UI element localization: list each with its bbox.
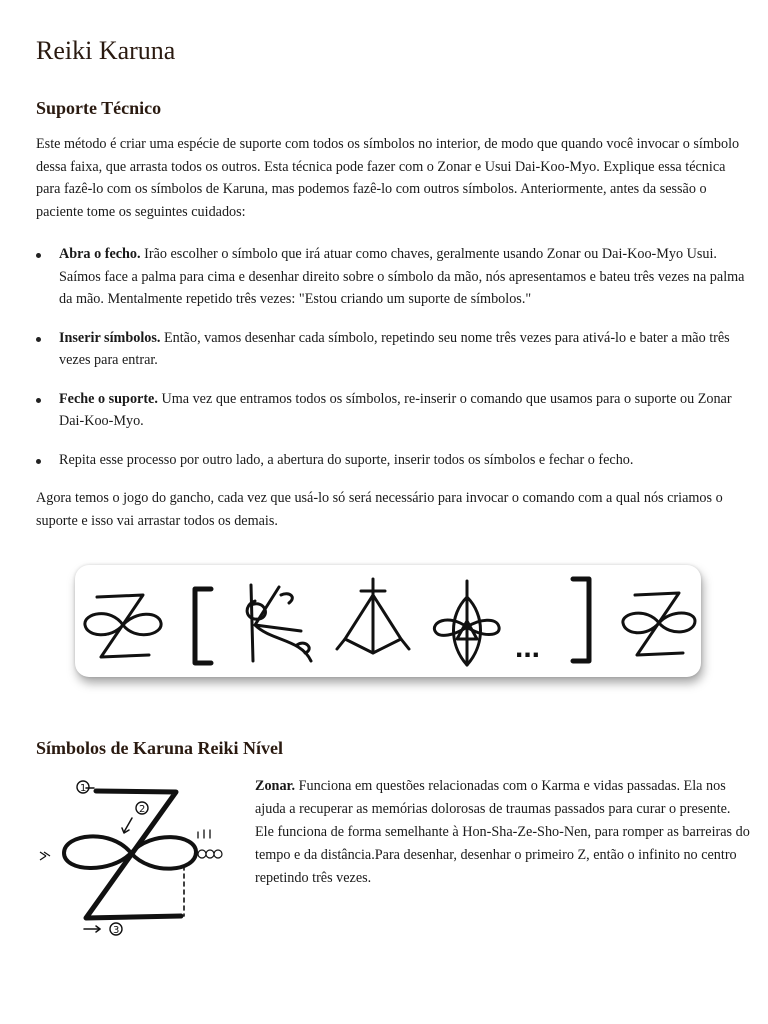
list-item-text: Então, vamos desenhar cada símbolo, repetindo seu nome três vezes para ativá-lo e bater a mão três vezes para entrar. xyxy=(59,329,730,368)
zonar-title: Zonar. xyxy=(255,778,296,794)
zonar-symbol-right-icon xyxy=(623,593,695,655)
list-item xyxy=(36,243,752,311)
zonar-text: Funciona em questões relacionadas com o Karma e vidas passadas. Ela nos ajuda a recuperar as memórias dolorosas de traumas passados para curar o presente. Ele funciona de forma semelhante à Hon-Sha-Ze-Sho-Nen, para romper as barreiras do tempo e da distância.Para desenhar, desenhar o primeiro Z, então o infinito no centro repetindo três vezes. xyxy=(255,778,750,886)
list-item xyxy=(36,449,752,472)
arrow-left-icon xyxy=(40,852,50,860)
step-1-label: 1 xyxy=(80,783,87,794)
step-3-label: 3 xyxy=(113,925,120,936)
page-title: Reiki Karuna xyxy=(36,36,176,65)
list-item-text: Uma vez que entramos todos os símbolos, re-inserir o comando que usamos para o suporte ou Zonar Dai-Koo-Myo. xyxy=(59,390,732,429)
steps-list xyxy=(36,243,752,487)
list-item-title: Abra o fecho. xyxy=(59,246,141,262)
list-item-text: Repita esse processo por outro lado, a abertura do suporte, inserir todos os símbolos e fechar o fecho. xyxy=(59,451,634,468)
list-item xyxy=(36,388,752,433)
zonar-symbol-icon xyxy=(85,595,161,657)
close-bracket-icon xyxy=(573,579,589,661)
intro-paragraph: Este método é criar uma espécie de suporte com todos os símbolos no interior, de modo que quando você invocar o símbolo dessa faixa, que arrasta todos os outros. Esta técnica pode fazer com o Zonar e Usui Dai-Koo-Myo. Explique essa técnica para fazê-lo com os símbolos de Karuna, mas podemos fazê-lo com outros símbolos. Anteriormente, antes da sessão o paciente tome os seguintes cuidados: xyxy=(36,136,740,220)
karuna-symbol-1-icon xyxy=(247,585,311,661)
zonar-drawing-figure xyxy=(36,778,226,948)
conclusion-paragraph: Agora temos o jogo do gancho, cada vez que usá-lo só será necessário para invocar o comando com a qual nós criamos o suporte e isso vai arrastar todos os demais. xyxy=(36,490,723,529)
repeat-circles-icon xyxy=(198,850,222,858)
list-item-title: Feche o suporte. xyxy=(59,390,158,407)
list-item xyxy=(36,327,752,372)
symbols-illustration xyxy=(75,565,701,677)
list-item-title: Inserir símbolos. xyxy=(59,329,161,346)
zonar-description xyxy=(255,775,750,890)
symbol-support-banner xyxy=(75,565,701,677)
ellipsis-text: ... xyxy=(515,631,541,664)
open-bracket-icon xyxy=(195,589,211,663)
section-heading-simbolos: Símbolos de Karuna Reiki Nível xyxy=(36,738,284,758)
step-2-label: 2 xyxy=(139,804,146,815)
karuna-symbol-3-icon xyxy=(434,581,499,665)
list-item-text: Irão escolher o símbolo que irá atuar como chaves, geralmente usando Zonar ou Dai-Koo-Myo Usui. Saímos face a palma para cima e desenhar direito sobre o símbolo da mão, nós apresentamos e bateu três vezes na palma da mão. Mentalmente repetido três vezes: "Estou criando um suporte de símbolos." xyxy=(59,246,745,307)
karuna-symbol-2-icon xyxy=(337,579,409,653)
section-heading-suporte: Suporte Técnico xyxy=(36,98,162,118)
